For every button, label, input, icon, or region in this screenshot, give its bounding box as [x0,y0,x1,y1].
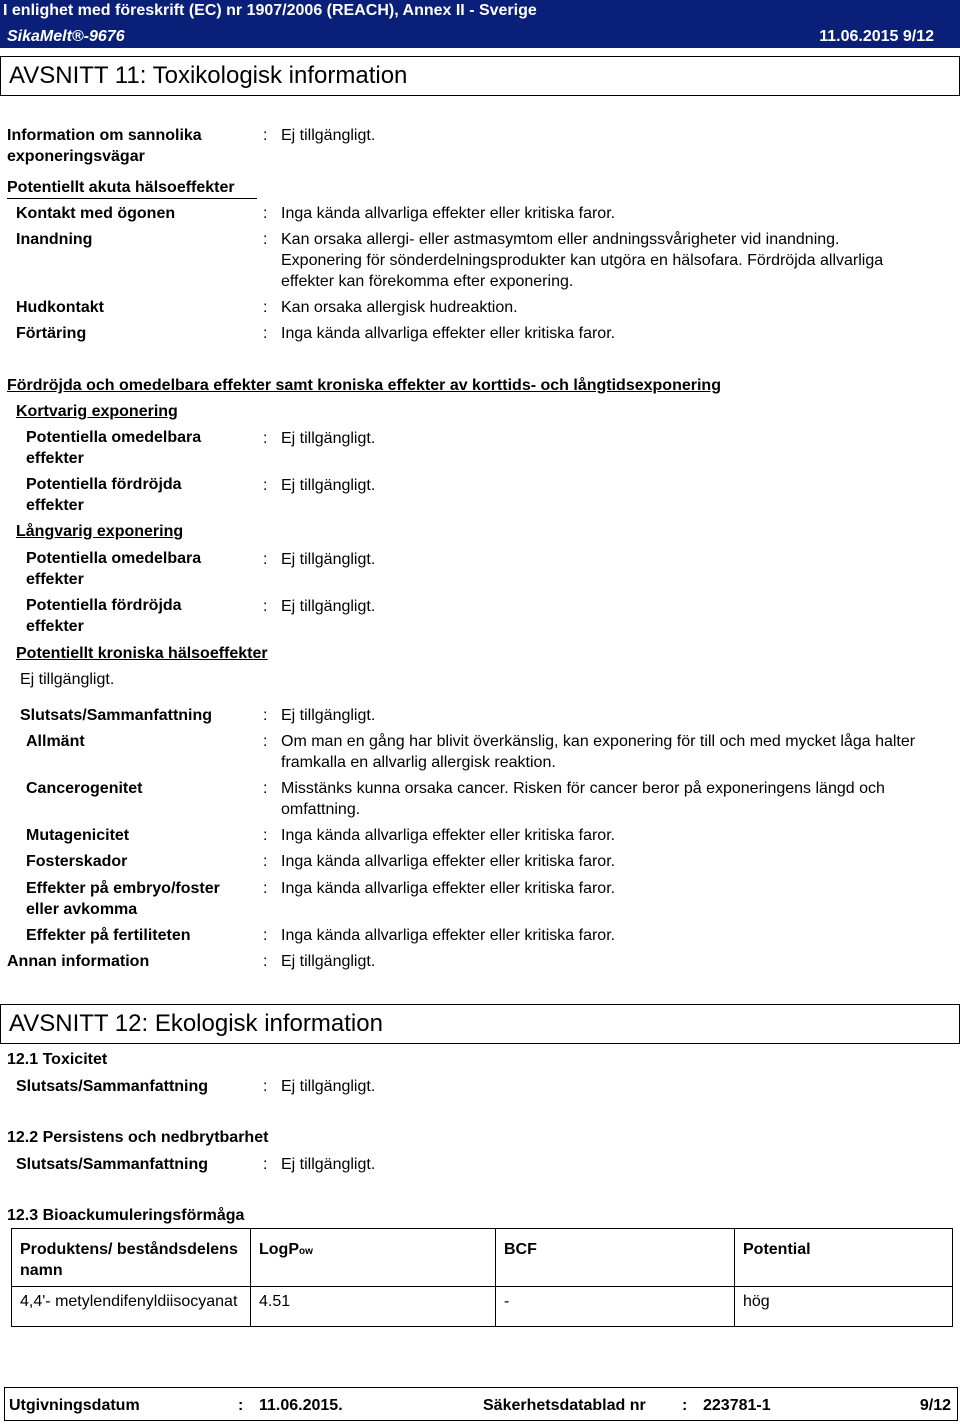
regulation-text: I enlighet med föreskrift (EC) nr 1907/2006 (REACH), Annex II - Sverige [3,2,537,19]
eye-contact-label: Kontakt med ögonen [16,205,176,222]
header-date-page: 11.06.2015 9/12 [819,28,934,45]
short-term-title: Kortvarig exponering [16,403,178,420]
ingestion-value: Inga kända allvarliga effekter eller kritiska faror. [281,325,616,342]
section-12-title: AVSNITT 12: Ekologisk information [9,1010,383,1037]
delayed-effects-title: Fördröjda och omedelbara effekter samt kroniska effekter av korttids- och långtidsexponering [7,377,721,394]
general-value: Om man en gång har blivit överkänslig, kan exponering för till och med mycket låga halter framkalla en allvarlig allergisk reaktion. [281,733,916,771]
acute-divider [7,198,257,199]
skin-contact-value: Kan orsaka allergisk hudreaktion. [281,299,518,316]
inhalation-label: Inandning [16,231,93,248]
exposure-routes-value: Ej tillgängligt. [281,127,376,144]
table-header-row [12,1229,953,1287]
cell-name: 4,4'- metylendifenyldiisocyanat [12,1287,251,1327]
teratogenicity-value: Inga kända allvarliga effekter eller kritiska faror. [281,853,616,870]
header-name: Produktens/ beståndsdelens namn [12,1229,251,1287]
issue-date-colon: : [238,1397,244,1414]
mutagenicity-value: Inga kända allvarliga effekter eller kritiska faror. [281,827,616,844]
general-label: Allmänt [26,733,85,750]
carcinogenicity-value: Misstänks kunna orsaka cancer. Risken för cancer beror på exponeringens längd och omfattning. [281,780,885,818]
short-immediate-label: Potentiella omedelbara effekter [26,429,202,467]
chronic-value: Ej tillgängligt. [20,671,115,688]
section-11-title-box [0,56,960,96]
short-immediate-value: Ej tillgängligt. [281,430,376,447]
long-immediate-label: Potentiella omedelbara effekter [26,550,202,588]
long-delayed-label: Potentiella fördröjda effekter [26,597,182,635]
bioaccumulation-table [11,1228,953,1327]
toxicity-summary-label: Slutsats/Sammanfattning [16,1078,209,1095]
long-immediate-value: Ej tillgängligt. [281,551,376,568]
cell-bcf: - [496,1287,735,1327]
persistence-value: Ej tillgängligt. [281,1156,376,1173]
summary-label: Slutsats/Sammanfattning [20,707,213,724]
short-delayed-value: Ej tillgängligt. [281,477,376,494]
bioaccumulation-title: 12.3 Bioackumuleringsförmåga [7,1207,245,1224]
cell-potential: hög [735,1287,953,1327]
eye-contact-value: Inga kända allvarliga effekter eller kritiska faror. [281,205,616,222]
teratogenicity-label: Fosterskador [26,853,128,870]
cell-logp: 4.51 [251,1287,496,1327]
fertility-value: Inga kända allvarliga effekter eller kritiska faror. [281,927,616,944]
skin-contact-label: Hudkontakt [16,299,104,316]
toxicity-value: Ej tillgängligt. [281,1078,376,1095]
section-12-title-box [0,1004,960,1044]
inhalation-value: Kan orsaka allergi- eller astmasymtom eller andningssvårigheter vid inandning. Exponering för sönderdelningsprodukter kan utgöra en hälsofara. Fördröjda allvarliga effekter kan förekomma efter exponering. [281,231,884,290]
footer-page: 9/12 [919,1397,951,1414]
summary-value: Ej tillgängligt. [281,707,376,724]
sds-label: Säkerhetsdatablad nr [483,1397,646,1414]
fertility-label: Effekter på fertiliteten [26,927,191,944]
header-logp: LogPow [251,1229,496,1287]
section-11-title: AVSNITT 11: Toxikologisk information [9,62,408,89]
sds-colon: : [682,1397,688,1414]
short-delayed-label: Potentiella fördröjda effekter [26,476,182,514]
sds-number: 223781-1 [703,1397,771,1414]
acute-effects-title: Potentiellt akuta hälsoeffekter [7,179,235,196]
toxicity-title: 12.1 Toxicitet [7,1051,108,1068]
developmental-label: Effekter på embryo/foster eller avkomma [26,880,220,918]
chronic-title: Potentiellt kroniska hälsoeffekter [16,645,268,662]
document-header [0,0,960,48]
long-term-title: Långvarig exponering [16,523,184,540]
document-footer [4,1387,958,1421]
developmental-value: Inga kända allvarliga effekter eller kritiska faror. [281,880,616,897]
header-potential: Potential [735,1229,953,1287]
other-info-value: Ej tillgängligt. [281,953,376,970]
persistence-title: 12.2 Persistens och nedbrytbarhet [7,1129,269,1146]
persistence-summary-label: Slutsats/Sammanfattning [16,1156,209,1173]
header-bcf: BCF [496,1229,735,1287]
other-info-label: Annan information [7,953,150,970]
issue-date-value: 11.06.2015. [259,1397,343,1414]
ingestion-label: Förtäring [16,325,87,342]
product-name: SikaMelt®-9676 [7,28,125,45]
mutagenicity-label: Mutagenicitet [26,827,130,844]
long-delayed-value: Ej tillgängligt. [281,598,376,615]
issue-date-label: Utgivningsdatum [9,1397,140,1414]
carcinogenicity-label: Cancerogenitet [26,780,143,797]
table-row [12,1287,953,1327]
exposure-routes-label: Information om sannolika exponeringsvägar [7,127,202,165]
